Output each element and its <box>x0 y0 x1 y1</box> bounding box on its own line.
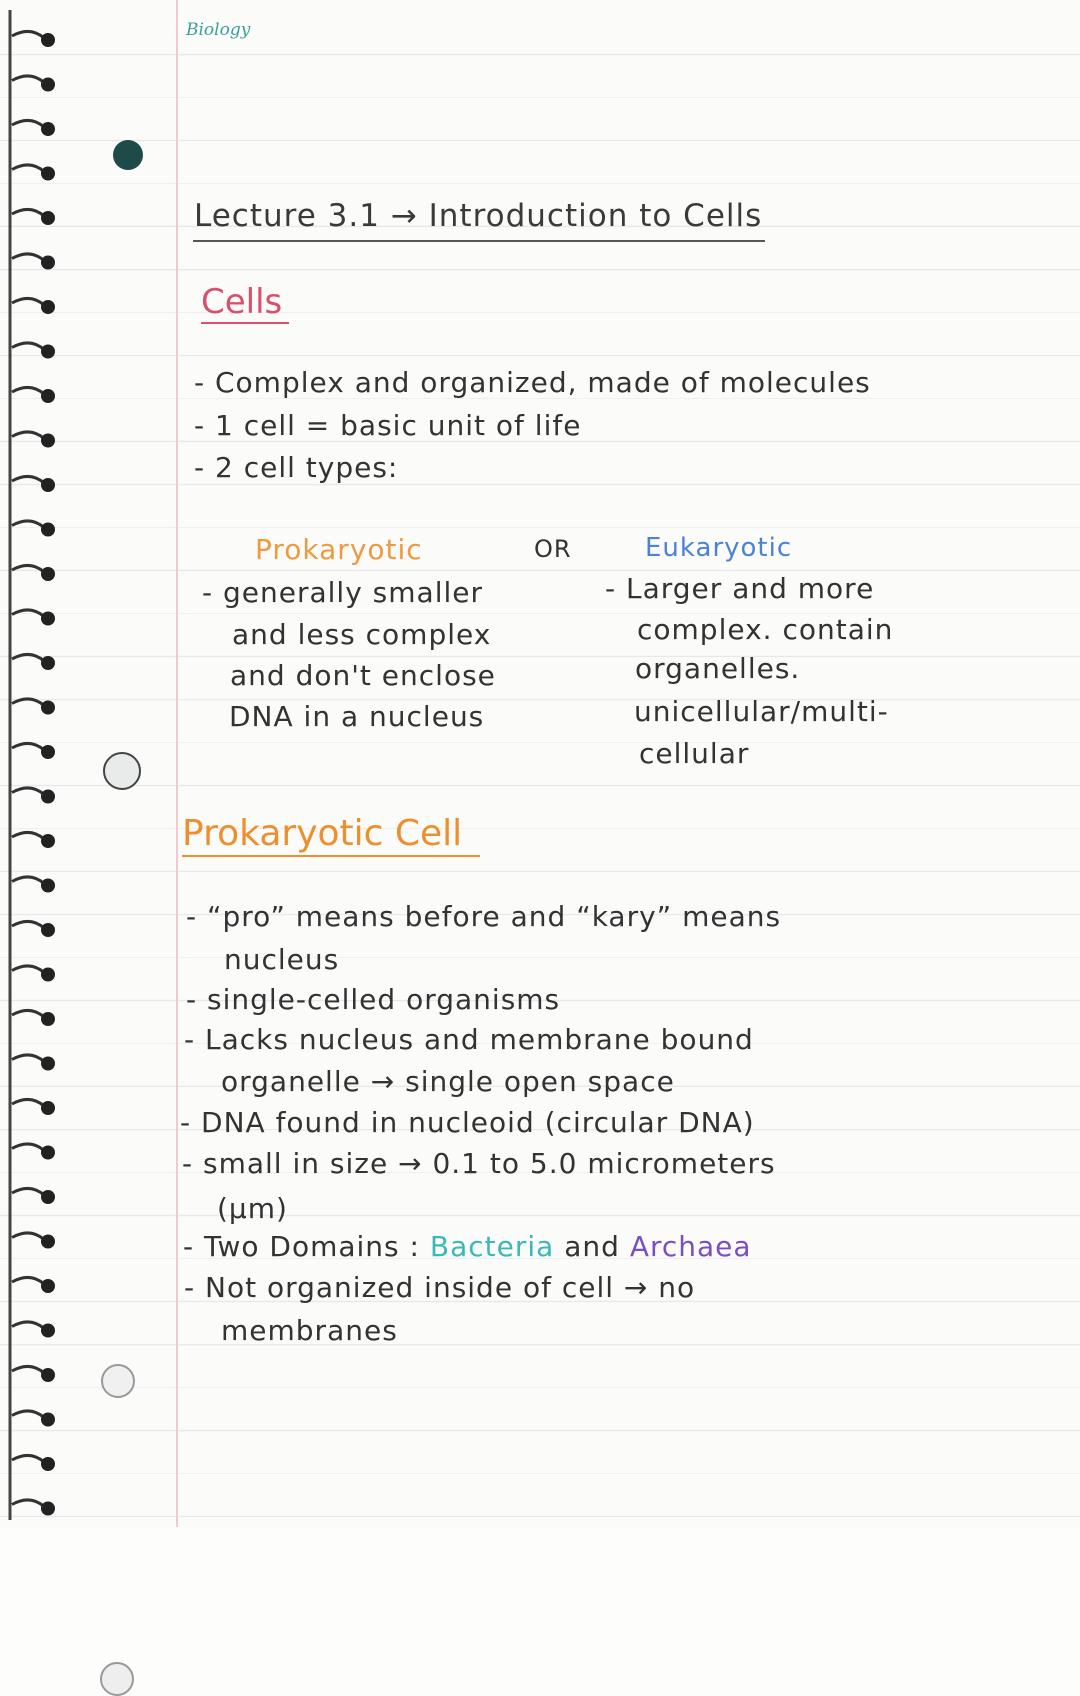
eukaryotic-line-3: organelles. <box>635 652 801 685</box>
margin-line <box>176 0 178 1527</box>
spiral-coil <box>12 877 44 884</box>
spiral-coil <box>12 1233 44 1240</box>
cells-heading: Cells <box>201 282 283 322</box>
spiral-coil <box>12 165 44 172</box>
spiral-ring <box>41 211 55 225</box>
spiral-ring <box>41 434 55 448</box>
cells-bullet-2: - 1 cell = basic unit of life <box>194 409 582 442</box>
spiral-binding <box>0 0 70 1527</box>
cells-bullet-1: - Complex and organized, made of molecules <box>194 366 871 399</box>
prok-line-2: nucleus <box>224 943 340 976</box>
spiral-coil <box>12 209 44 216</box>
spiral-ring <box>41 567 55 581</box>
archaea-label: Archaea <box>629 1230 752 1263</box>
spiral-ring <box>41 1324 55 1338</box>
or-label: OR <box>534 535 572 563</box>
spiral-ring <box>41 1457 55 1471</box>
prok-line-5: organelle → single open space <box>221 1065 675 1098</box>
spiral-ring <box>41 923 55 937</box>
subject-label: Biology <box>186 20 251 40</box>
cells-bullet-3: - 2 cell types: <box>194 451 399 484</box>
prokaryotic-line-3: and don't enclose <box>230 659 496 692</box>
punch-hole-lower <box>101 1364 135 1398</box>
spiral-ring <box>41 612 55 626</box>
spiral-ring <box>41 1012 55 1026</box>
spiral-coil <box>12 432 44 439</box>
prokaryotic-label: Prokaryotic <box>255 533 423 566</box>
spiral-ring <box>41 1190 55 1204</box>
prokaryotic-cell-heading: Prokaryotic Cell <box>182 813 463 854</box>
spiral-coil <box>12 610 44 617</box>
spiral-ring <box>41 1146 55 1160</box>
spiral-ring <box>41 478 55 492</box>
spiral-coil <box>12 254 44 261</box>
spiral-ring <box>41 78 55 92</box>
eukaryotic-label: Eukaryotic <box>645 533 793 563</box>
title-underline <box>193 240 765 242</box>
prok-line-7: - small in size → 0.1 to 5.0 micrometers <box>182 1147 776 1180</box>
eukaryotic-line-4: unicellular/multi- <box>634 695 889 728</box>
spiral-coil <box>12 699 44 706</box>
spiral-ring <box>41 1279 55 1293</box>
spiral-ring <box>41 656 55 670</box>
spiral-ring <box>41 701 55 715</box>
spiral-coil <box>12 298 44 305</box>
spiral-coil <box>12 654 44 661</box>
spiral-ring <box>41 523 55 537</box>
spiral-ring <box>41 122 55 136</box>
spiral-coil <box>12 1277 44 1284</box>
spiral-coil <box>12 1188 44 1195</box>
spiral-ring <box>41 167 55 181</box>
spiral-ring <box>41 790 55 804</box>
prok-line-3: - single-celled organisms <box>186 983 561 1016</box>
spiral-coil <box>12 521 44 528</box>
spiral-coil <box>12 832 44 839</box>
spiral-ring <box>41 1368 55 1382</box>
prok-line-1: - “pro” means before and “kary” means <box>186 900 782 933</box>
page-title: Lecture 3.1 → Introduction to Cells <box>194 198 763 234</box>
prokaryotic-cell-underline <box>182 855 480 857</box>
spiral-ring <box>41 256 55 270</box>
spiral-coil <box>12 921 44 928</box>
prok-line-4: - Lacks nucleus and membrane bound <box>184 1023 754 1056</box>
spiral-coil <box>12 1322 44 1329</box>
domains-prefix: - Two Domains : <box>183 1230 420 1263</box>
spiral-coil <box>12 387 44 394</box>
spiral-coil <box>12 1099 44 1106</box>
prok-line-8: (μm) <box>217 1192 288 1225</box>
spiral-coil <box>12 120 44 127</box>
spiral-coil <box>12 743 44 750</box>
domains-and: and <box>564 1230 620 1263</box>
spiral-coil <box>12 1144 44 1151</box>
spiral-coil <box>12 76 44 83</box>
punch-hole-top <box>113 140 143 170</box>
spiral-ring <box>41 1413 55 1427</box>
prok-closing-2: membranes <box>221 1314 398 1347</box>
spiral-coil <box>12 1455 44 1462</box>
spiral-ring <box>41 968 55 982</box>
spiral-ring <box>41 345 55 359</box>
spiral-ring <box>41 1235 55 1249</box>
prokaryotic-line-1: - generally smaller <box>202 576 483 609</box>
spiral-coil <box>12 343 44 350</box>
prok-line-6: - DNA found in nucleoid (circular DNA) <box>180 1106 755 1139</box>
spiral-coil <box>12 1411 44 1418</box>
spiral-coil <box>12 1055 44 1062</box>
eukaryotic-line-5: cellular <box>639 737 750 770</box>
punch-hole-middle <box>103 752 141 790</box>
spiral-coil <box>12 31 44 38</box>
spiral-ring <box>41 879 55 893</box>
spiral-coil <box>12 966 44 973</box>
spiral-ring <box>41 745 55 759</box>
spiral-coil <box>12 1010 44 1017</box>
punch-hole-bottom <box>100 1662 134 1696</box>
prok-closing-1: - Not organized inside of cell → no <box>184 1271 696 1304</box>
spiral-coil <box>12 1500 44 1507</box>
spiral-ring <box>41 834 55 848</box>
spiral-coil <box>12 788 44 795</box>
cells-heading-underline <box>201 322 289 324</box>
prokaryotic-line-2: and less complex <box>232 618 492 651</box>
spiral-coil <box>12 1366 44 1373</box>
spiral-coil <box>12 565 44 572</box>
spiral-ring <box>41 1057 55 1071</box>
spiral-ring <box>41 389 55 403</box>
spiral-ring <box>41 1502 55 1516</box>
eukaryotic-line-2: complex. contain <box>637 613 894 646</box>
domains-line <box>183 1230 752 1263</box>
eukaryotic-line-1: - Larger and more <box>605 572 875 605</box>
spiral-ring <box>41 33 55 47</box>
spiral-coil <box>12 476 44 483</box>
spiral-ring <box>41 1101 55 1115</box>
bacteria-label: Bacteria <box>429 1230 555 1263</box>
prokaryotic-line-4: DNA in a nucleus <box>229 700 485 733</box>
spiral-ring <box>41 300 55 314</box>
